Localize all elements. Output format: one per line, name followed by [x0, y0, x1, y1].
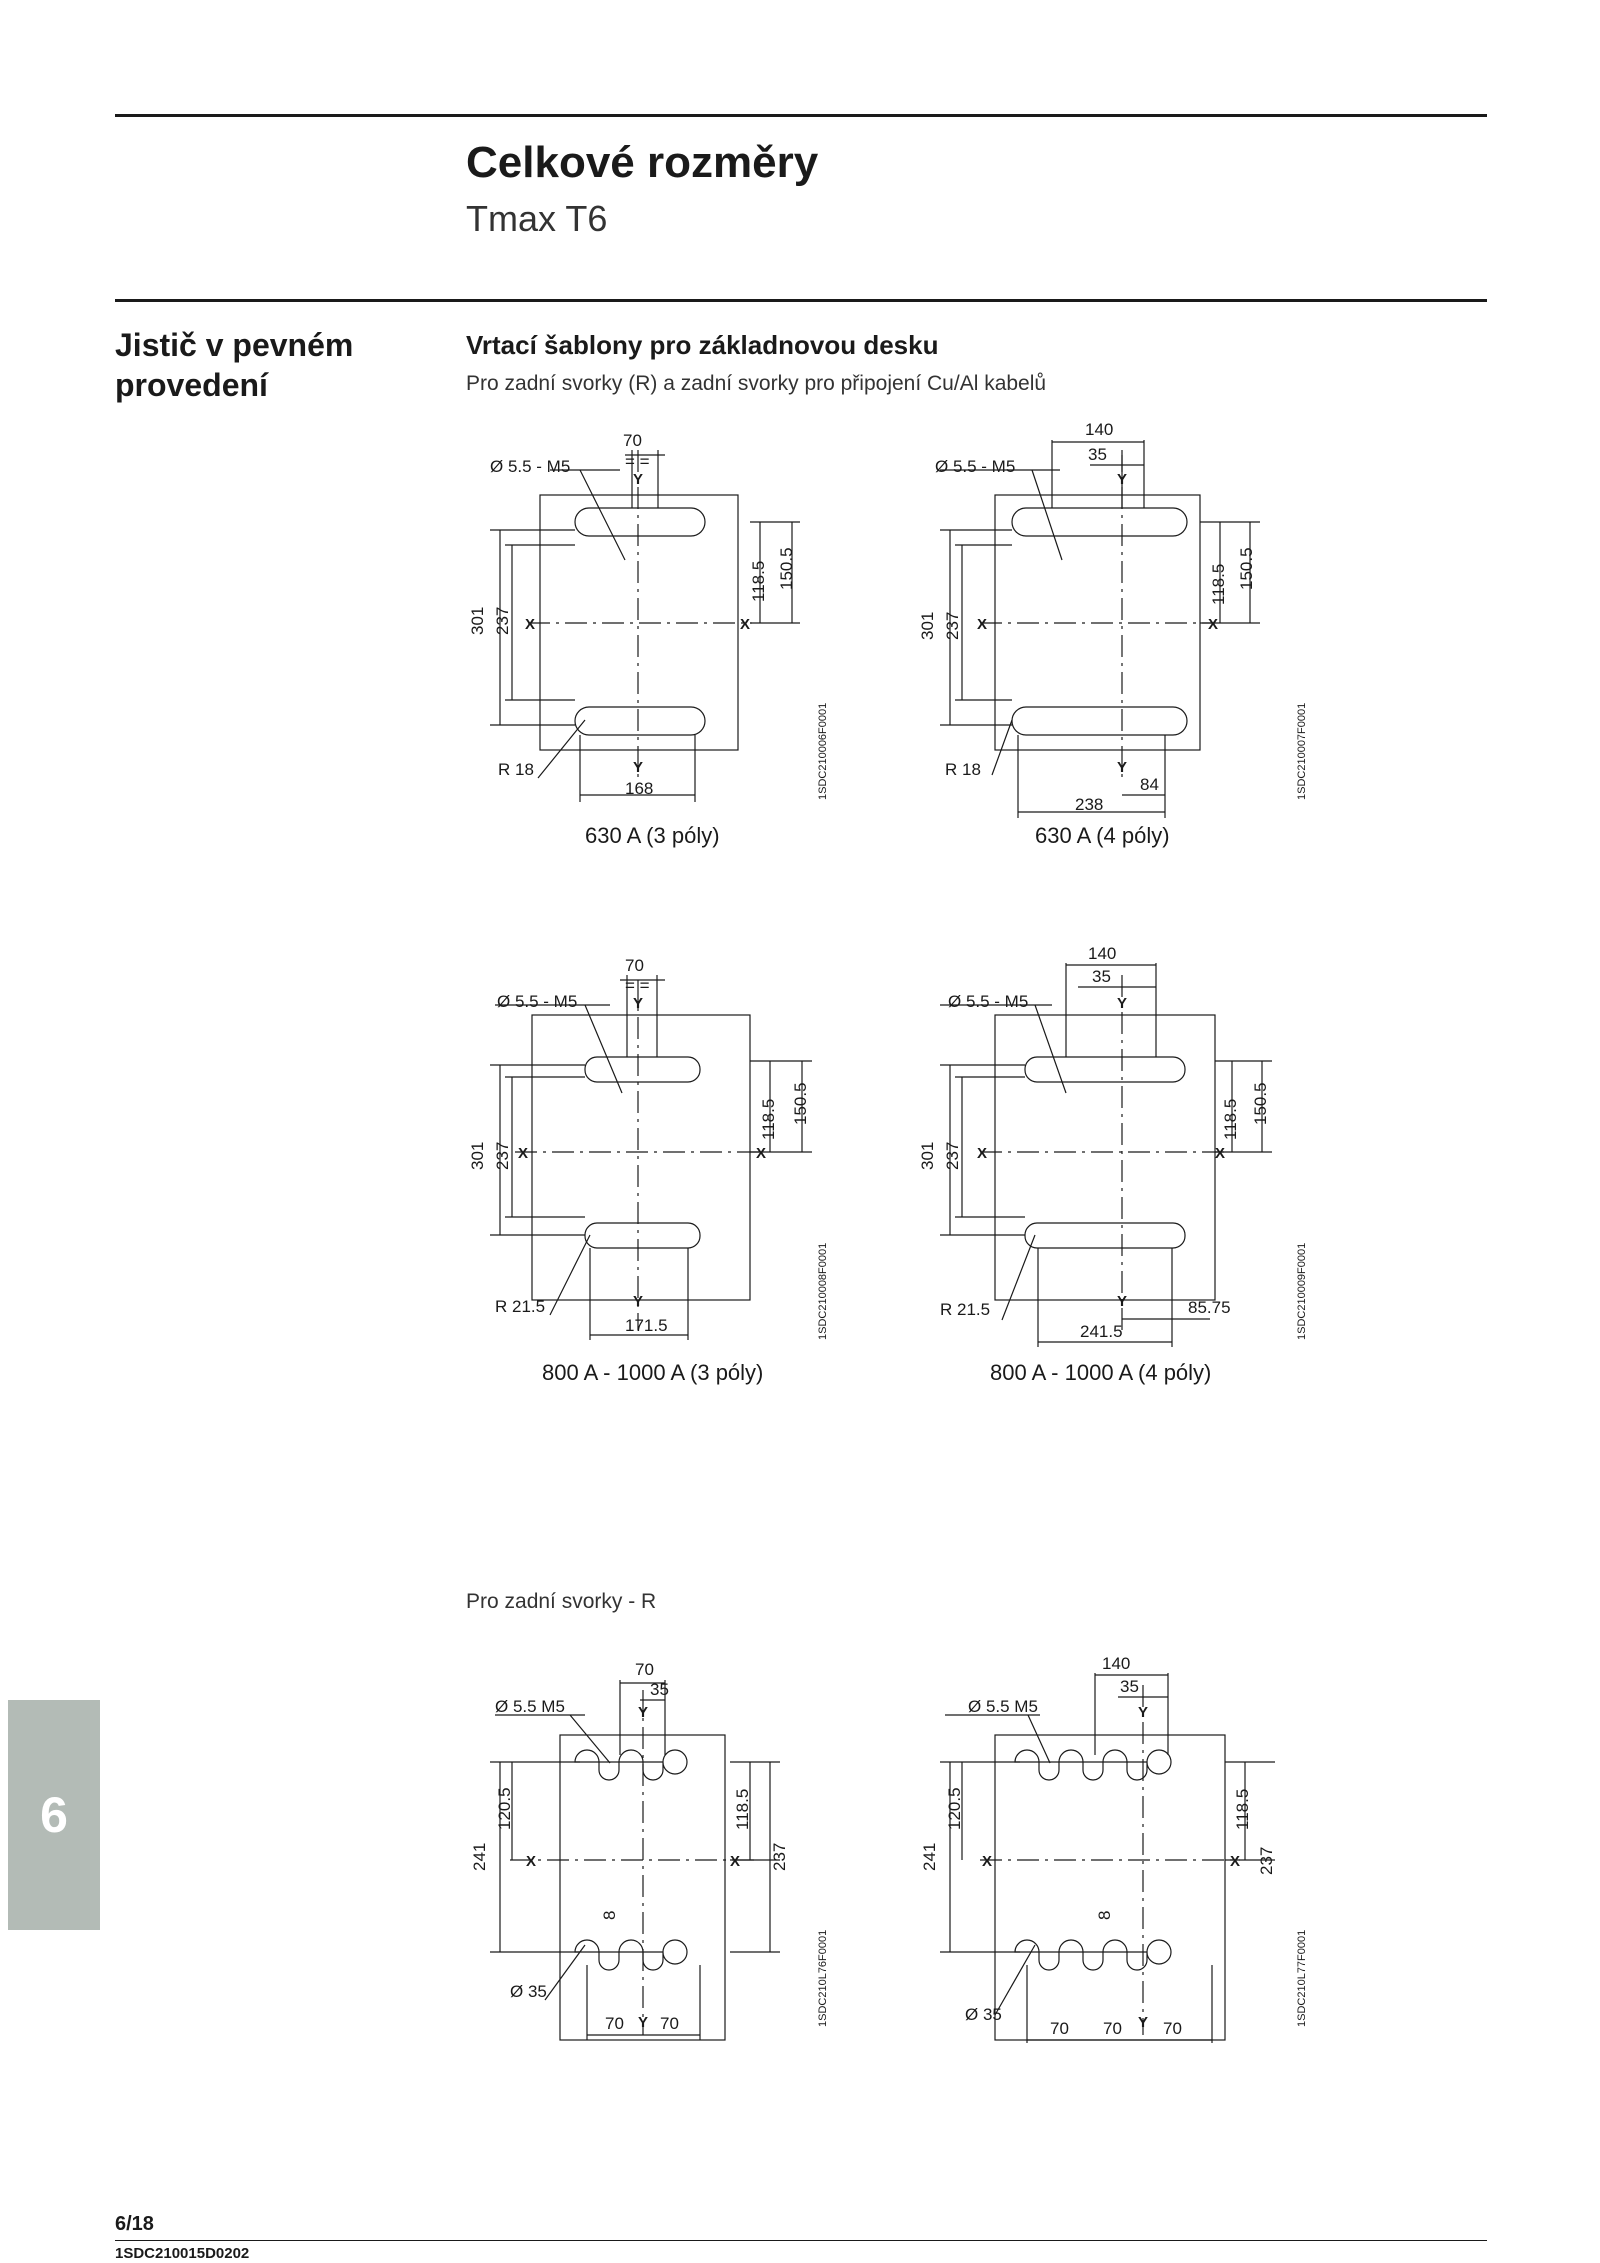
dim-bottom-a: 70 — [605, 2014, 624, 2033]
axis-y-label-bottom: Y — [1117, 759, 1128, 776]
page-title: Celkové rozměry — [466, 138, 819, 187]
dim-right-inner: 118.5 — [733, 1788, 752, 1830]
terminal-profile-top — [1015, 1750, 1171, 1780]
dim-top: 70 — [625, 956, 644, 975]
slot-bottom — [1012, 707, 1187, 735]
axis-y-label-top: Y — [638, 1704, 649, 1721]
dim-top2: 35 — [1088, 445, 1107, 464]
dim-top: 140 — [1102, 1654, 1131, 1673]
dim-right-inner: 118.5 — [759, 1098, 778, 1140]
terminal-profile-bottom — [575, 1940, 687, 1970]
dim-height-inner: 120.5 — [945, 1787, 964, 1830]
chapter-tab — [8, 1700, 100, 1930]
dim-top: 140 — [1085, 420, 1114, 439]
dim-bottom-b: 70 — [660, 2014, 679, 2033]
section2-subtitle: Pro zadní svorky - R — [466, 1590, 657, 1613]
dim-radius: R 18 — [945, 760, 981, 779]
dim-right-outer: 150.5 — [791, 1082, 810, 1125]
axis-x-label-left: X — [526, 1853, 537, 1870]
dim-height-outer: 301 — [468, 1141, 487, 1170]
document-code: 1SDC210015D0202 — [115, 2245, 250, 2262]
axis-x-label-right: X — [1230, 1853, 1241, 1870]
axis-y-label-bottom: Y — [633, 759, 644, 776]
axis-x-label-left: X — [977, 616, 988, 633]
dim-hole: Ø 5.5 - M5 — [490, 457, 571, 476]
dim-height-inner: 237 — [493, 1141, 512, 1170]
chapter-number: 6 — [40, 1787, 68, 1843]
drawing-caption: 630 A (3 póly) — [585, 823, 720, 848]
header-rule — [115, 299, 1487, 302]
dim-right-outer: 150.5 — [1237, 547, 1256, 590]
drawing-r-4p — [910, 1654, 1308, 2040]
figure-code: 1SDC210L77F0001 — [1296, 1929, 1308, 2027]
drawing-800a-4p — [910, 944, 1308, 1390]
axis-x-label-right: X — [1215, 1145, 1226, 1162]
dim-height-inner: 237 — [943, 611, 962, 640]
dim-diameter: Ø 35 — [510, 1982, 547, 2001]
terminal-profile-bottom — [1015, 1940, 1171, 1970]
dim-equal: = = — [625, 452, 650, 471]
slot-top — [585, 1057, 700, 1082]
dim-radius: R 21.5 — [495, 1297, 546, 1316]
dim-top2: 35 — [1120, 1677, 1139, 1696]
dim-right-inner: 118.5 — [1233, 1788, 1252, 1830]
dim-height-left: 241 — [920, 1842, 939, 1871]
axis-x-label-right: X — [756, 1145, 767, 1162]
dim-right-inner: 118.5 — [1209, 563, 1228, 605]
slot-bottom — [1025, 1223, 1185, 1248]
base-plate-outline — [532, 1015, 750, 1300]
sidebar-section-title: Jistič v pevném provedení — [115, 327, 354, 403]
axis-y-label-bottom: Y — [638, 2014, 649, 2031]
dim-radius: R 21.5 — [940, 1300, 991, 1319]
dim-hole: Ø 5.5 - M5 — [935, 457, 1016, 476]
dim-right-outer: 150.5 — [777, 547, 796, 590]
axis-y-label-bottom: Y — [633, 1293, 644, 1310]
axis-y-label-top: Y — [633, 471, 644, 488]
drawing-caption: 630 A (4 póly) — [1035, 823, 1170, 848]
dim-top2: 35 — [650, 1680, 669, 1699]
dim-diameter: Ø 35 — [965, 2005, 1002, 2024]
dim-equal: = = — [625, 976, 650, 995]
slot-top — [575, 508, 705, 536]
dim-right-outer: 237 — [770, 1842, 789, 1871]
dim-hole: Ø 5.5 M5 — [968, 1697, 1038, 1716]
axis-x-label-left: X — [977, 1145, 988, 1162]
axis-x-label-right: X — [730, 1853, 741, 1870]
section-title: Vrtací šablony pro základnovou desku — [466, 330, 939, 360]
axis-y-label-top: Y — [1117, 995, 1128, 1012]
axis-x-label-right: X — [740, 616, 751, 633]
dim-bottom-b: 70 — [1103, 2019, 1122, 2038]
slot-bottom — [585, 1223, 700, 1248]
dim-hole: Ø 5.5 M5 — [495, 1697, 565, 1716]
axis-x-label-left: X — [982, 1853, 993, 1870]
slot-top — [1025, 1057, 1185, 1082]
drawing-caption: 800 A - 1000 A (4 póly) — [990, 1360, 1212, 1385]
dim-height-outer: 301 — [468, 606, 487, 635]
figure-code: 1SDC210007F0001 — [1296, 702, 1308, 800]
dim-height-inner: 120.5 — [495, 1787, 514, 1830]
page-number: 6/18 — [115, 2213, 154, 2235]
dim-height-outer: 301 — [918, 611, 937, 640]
dim-right-inner: 118.5 — [749, 560, 768, 602]
axis-x-label-left: X — [525, 616, 536, 633]
axis-y-label-bottom: Y — [1138, 2014, 1149, 2031]
dim-bottom: 238 — [1075, 795, 1104, 814]
axis-x-label-right: X — [1208, 616, 1219, 633]
axis-y-label-top: Y — [1138, 1704, 1149, 1721]
page-subtitle: Tmax T6 — [466, 198, 608, 239]
slot-bottom — [575, 707, 705, 735]
drawing-caption: 800 A - 1000 A (3 póly) — [542, 1360, 764, 1385]
dim-right-outer: 237 — [1257, 1846, 1276, 1875]
dim-top2: 35 — [1092, 967, 1111, 986]
dim-height-inner: 237 — [493, 606, 512, 635]
axis-y-label-bottom: Y — [1117, 1293, 1128, 1310]
dim-bottom2: 85.75 — [1188, 1298, 1231, 1317]
slot-top — [1012, 508, 1187, 536]
dim-bottom-a: 70 — [1050, 2019, 1069, 2038]
dim-bottom: 171.5 — [625, 1316, 668, 1335]
dim-gap: 8 — [600, 1910, 619, 1920]
drawing-630a-4p — [910, 410, 1308, 860]
axis-y-label-top: Y — [633, 995, 644, 1012]
footer-rule — [115, 2240, 1487, 2241]
dim-right-outer: 150.5 — [1251, 1082, 1270, 1125]
drawing-r-3p — [460, 1655, 840, 2040]
dim-right-inner: 118.5 — [1221, 1098, 1240, 1140]
axis-x-label-left: X — [518, 1145, 529, 1162]
dim-height-inner: 237 — [943, 1141, 962, 1170]
dim-hole: Ø 5.5 - M5 — [497, 992, 578, 1011]
top-rule — [115, 114, 1487, 117]
dim-top: 70 — [623, 431, 642, 450]
section-subtitle: Pro zadní svorky (R) a zadní svorky pro připojení Cu/Al kabelů — [466, 372, 1047, 395]
dim-bottom-c: 70 — [1163, 2019, 1182, 2038]
figure-code: 1SDC210L76F0001 — [817, 1929, 829, 2027]
dim-bottom2: 84 — [1140, 775, 1159, 794]
figure-code: 1SDC210008F0001 — [817, 1242, 829, 1340]
dim-height-left: 241 — [470, 1842, 489, 1871]
base-plate-outline — [995, 1015, 1215, 1300]
dim-top: 70 — [635, 1660, 654, 1679]
dim-hole: Ø 5.5 - M5 — [948, 992, 1029, 1011]
dim-top: 140 — [1088, 944, 1117, 963]
terminal-profile-top — [575, 1750, 687, 1780]
base-plate-outline — [995, 1735, 1225, 2040]
dim-height-outer: 301 — [918, 1141, 937, 1170]
dim-bottom: 168 — [625, 779, 654, 798]
dim-radius: R 18 — [498, 760, 534, 779]
axis-y-label-top: Y — [1117, 471, 1128, 488]
dim-bottom: 241.5 — [1080, 1322, 1123, 1341]
drawing-800a-3p — [460, 945, 840, 1390]
drawing-630a-3p — [460, 410, 840, 860]
dim-gap: 8 — [1095, 1910, 1114, 1920]
figure-code: 1SDC210009F0001 — [1296, 1242, 1308, 1340]
figure-code: 1SDC210006F0001 — [817, 702, 829, 800]
